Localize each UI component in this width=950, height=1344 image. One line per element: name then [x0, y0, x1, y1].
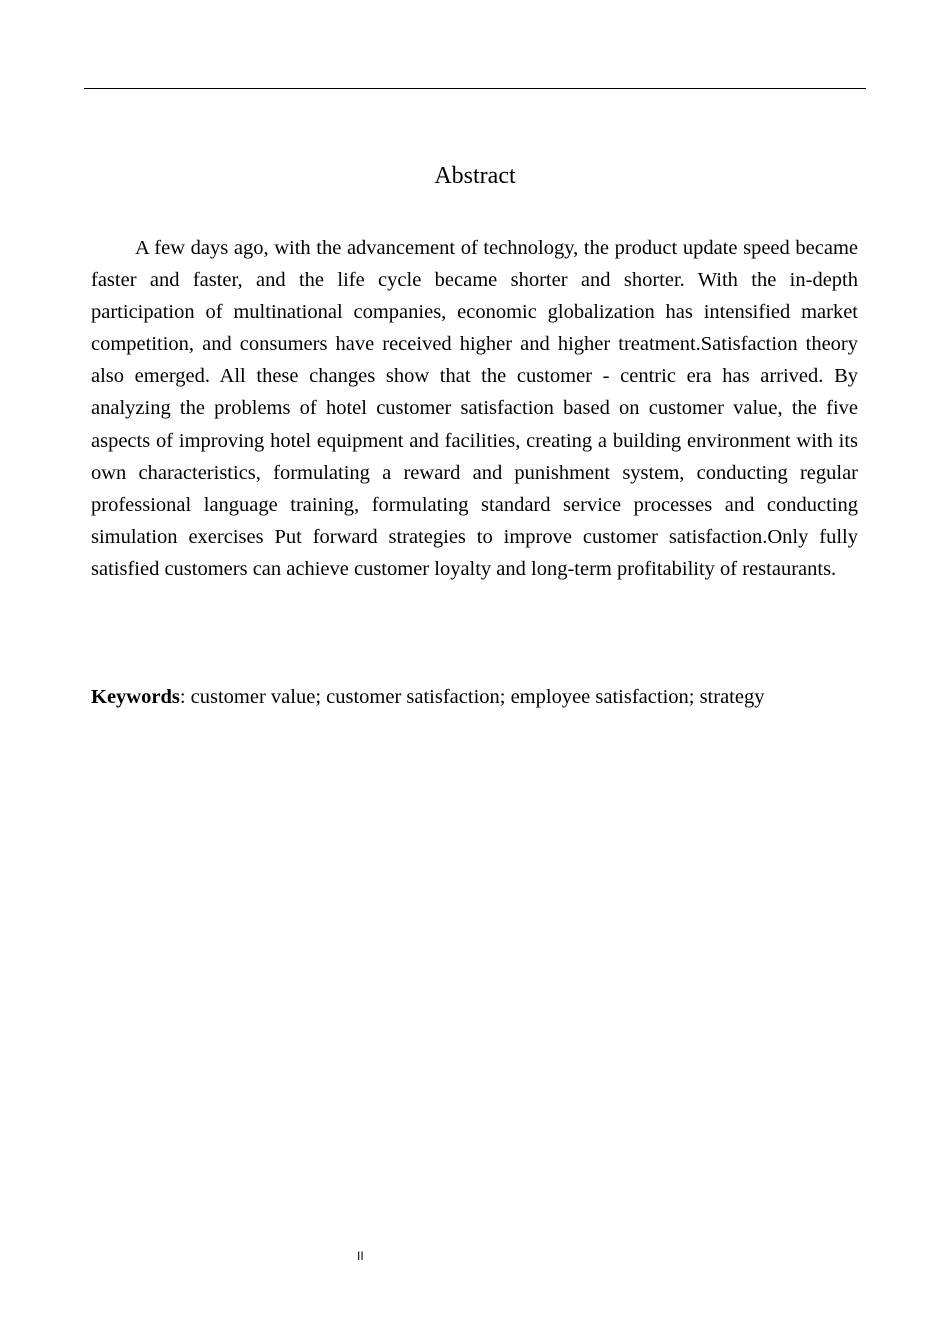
keywords-line	[91, 681, 858, 713]
header-rule	[84, 88, 866, 89]
keywords-text: customer value; customer satisfaction; employee satisfaction; strategy	[185, 686, 765, 708]
keywords-separator: :	[179, 686, 186, 708]
keywords-label: Keywords	[91, 686, 180, 708]
page-title: Abstract	[434, 163, 516, 189]
abstract-body: A few days ago, with the advancement of technology, the product update speed became faster and faster, and the life cycle became shorter and shorter. With the in-depth participation of multinational companies, economic globalization has intensified market competition, and consumers have received higher and higher treatment.Satisfaction theory also emerged. All these changes show that the customer - centric era has arrived. By analyzing the problems of hotel customer satisfaction based on customer value, the five aspects of improving hotel equipment and facilities, creating a building environment with its own characteristics, formulating a reward and punishment system, conducting regular professional language training, formulating standard service processes and conducting simulation exercises Put forward strategies to improve customer satisfaction.Only fully satisfied customers can achieve customer loyalty and long-term profitability of restaurants.	[91, 237, 858, 580]
page-number: II	[357, 1249, 364, 1263]
